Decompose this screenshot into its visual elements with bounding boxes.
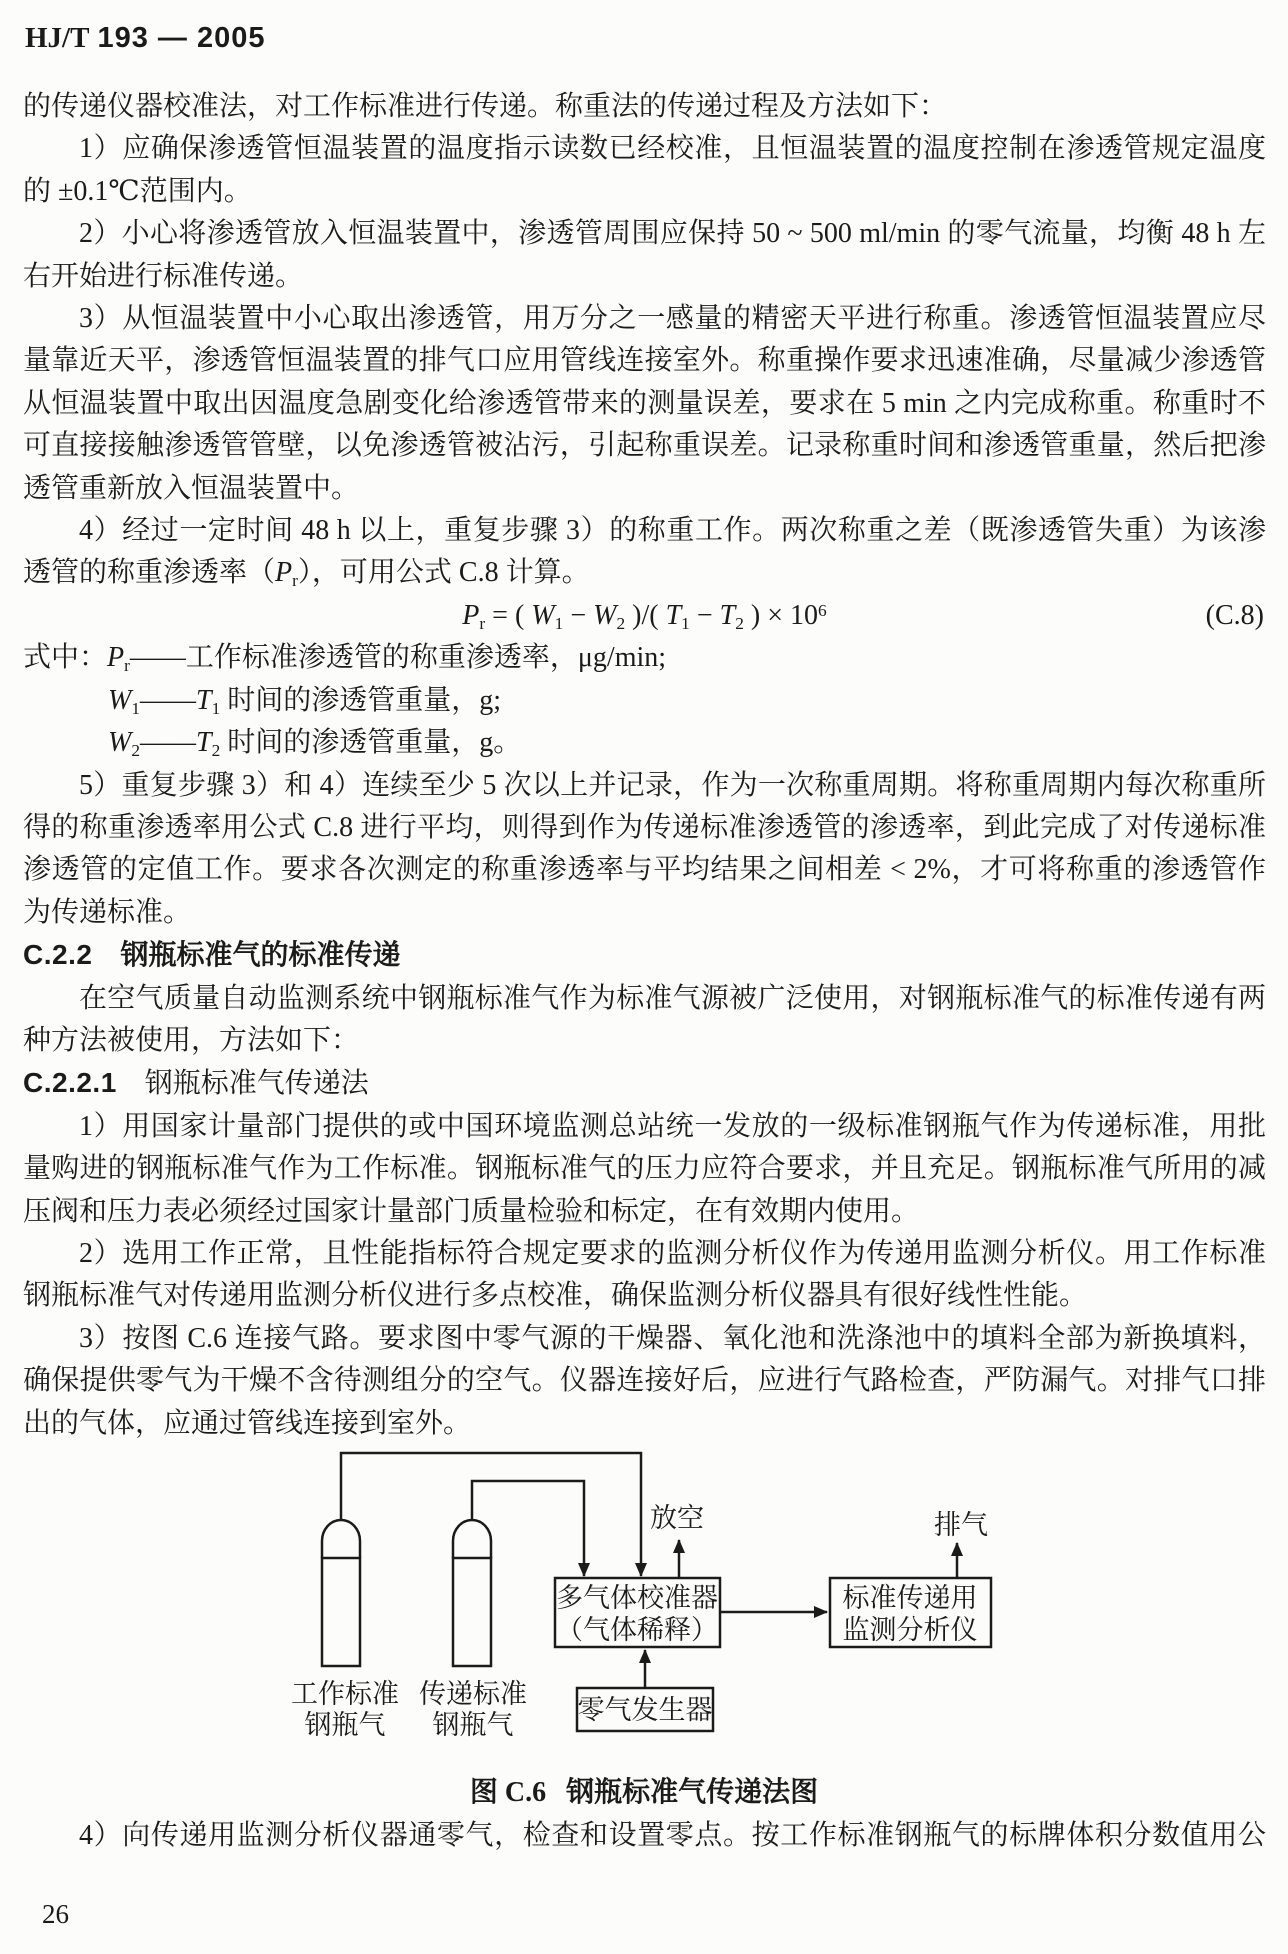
step-5-paragraph: 5）重复步骤 3）和 4）连续至少 5 次以上并记录，作为一次称重周期。将称重周期内每次称重所得的称重渗透率用公式 C.8 进行平均，则得到作为传递标准渗透管的渗透率，到此完成了对传递标准渗透管的定值工作。要求各次测定的称重渗透率与平均结果之间相差 < 2%，才可将称重的渗透管作为传递标准。 [23, 769, 1266, 928]
formula-sub-2: 2 [735, 614, 744, 634]
def-var-p: P [107, 642, 125, 674]
def-dash: —— [140, 684, 197, 716]
cylinder2-label-line2: 钢瓶气 [432, 1710, 514, 1740]
definition-pr-text: 工作标准渗透管的称重渗透率，μg/min; [185, 642, 667, 674]
body-text [23, 86, 1266, 1445]
section-number-c221: C.2.2.1 [23, 1067, 117, 1099]
zero-gas-generator-label: 零气发生器 [577, 1695, 713, 1725]
formula-var-w1: W [531, 599, 555, 631]
formula-op: − [689, 599, 720, 631]
figure-caption [0, 1770, 1288, 1810]
section-number-c22: C.2.2 [23, 939, 93, 971]
def-var-t: T [196, 684, 212, 716]
formula-var-p: P [462, 599, 480, 631]
step-3-paragraph: 3）从恒温装置中小心取出渗透管，用万分之一感量的精密天平进行称重。渗透管恒温装置应尽量靠近天平，渗透管恒温装置的排气口应用管线连接室外。称重操作要求迅速准确，尽量减少渗透管从恒温装置中取出因温度急剧变化给渗透管带来的测量误差，要求在 5 min 之内完成称重。称重时不可直接接触渗透管管壁，以免渗透管被沾污，引起称重误差。记录称重时间和渗透管重量，然后把渗透管重新放入恒温装置中。 [23, 303, 1266, 504]
analyzer-label-line2: 监测分析仪 [842, 1615, 978, 1645]
standard-code-number: 193 — 2005 [97, 22, 266, 54]
step-4-paragraph [23, 510, 1266, 595]
vent-label: 放空 [650, 1503, 704, 1533]
formula-number: (C.8) [1205, 599, 1264, 631]
section-title-c221: 钢瓶标准气传递法 [144, 1068, 369, 1100]
cylinder2-dome [453, 1520, 491, 1558]
def-var-t: T [196, 727, 212, 759]
def-sub-2: 2 [211, 741, 221, 761]
cylinder1-label-line2: 钢瓶气 [304, 1710, 386, 1740]
cylinder2-tube-line [472, 1481, 584, 1576]
paragraph-continuation: 的传递仪器校准法，对工作标准进行传递。称重法的传递过程及方法如下： [23, 91, 948, 122]
section-heading-c221 [23, 1062, 1266, 1105]
definition-w1-text: 时间的渗透管重量，g; [220, 684, 502, 716]
def-sub-2: 2 [131, 741, 141, 761]
def-dash: —— [140, 727, 197, 759]
def-var-w: W [108, 684, 132, 716]
cylinder2-label-line1: 传递标准 [419, 1679, 527, 1709]
figure-caption-title: 钢瓶标准气传递法图 [566, 1777, 819, 1808]
formula-op: ) × 10 [743, 599, 819, 631]
step-1-paragraph: 1）应确保渗透管恒温装置的温度指示读数已经校准，且恒温装置的温度控制在渗透管规定温度的 ±0.1℃范围内。 [23, 133, 1266, 207]
formula-exponent: 6 [818, 601, 827, 621]
def-var-w: W [108, 727, 132, 759]
analyzer-label-line1: 标准传递用 [842, 1583, 978, 1613]
step-2-paragraph: 2）小心将渗透管放入恒温装置中，渗透管周围应保持 50 ~ 500 ml/min 的零气流量，均衡 48 h 左右开始进行标准传递。 [23, 218, 1266, 292]
def-sub-1: 1 [131, 698, 141, 718]
cylinder1-dome [322, 1520, 360, 1558]
definition-w1 [23, 680, 1266, 722]
exhaust-label: 排气 [934, 1510, 988, 1540]
section-heading-c22 [23, 934, 1266, 977]
variable-pr-sub: r [292, 571, 298, 591]
formula-op: )/( [625, 599, 666, 631]
def-dash: —— [129, 642, 186, 674]
formula-sub-r: r [479, 614, 486, 634]
standard-code-header [25, 22, 265, 55]
method-step-2-paragraph: 2）选用工作正常，且性能指标符合规定要求的监测分析仪作为传递用监测分析仪。用工作标准钢瓶标准气对传递用监测分析仪进行多点校准，确保监测分析仪器具有很好线性性能。 [23, 1237, 1266, 1312]
def-sub-r: r [124, 656, 130, 676]
cylinder1-label-line1: 工作标准 [291, 1679, 399, 1709]
section-c22-intro-paragraph: 在空气质量自动监测系统中钢瓶标准气作为标准气源被广泛使用，对钢瓶标准气的标准传递有两种方法被使用，方法如下： [23, 982, 1266, 1056]
cylinder2-body [453, 1558, 491, 1666]
step-4-text-a: 4）经过一定时间 48 h 以上，重复步骤 3）的称重工作。两次称重之差（既渗透管失重）为该渗透管的称重渗透率（ [23, 515, 1266, 589]
step-4-text-b: ），可用公式 C.8 计算。 [297, 557, 590, 589]
formula-var-t2: T [719, 599, 736, 631]
section-title-c22: 钢瓶标准气的标准传递 [120, 940, 401, 972]
formula-var-w2: W [593, 599, 617, 631]
definition-intro: 式中： [23, 642, 108, 674]
method-step-3-paragraph: 3）按图 C.6 连接气路。要求图中零气源的干燥器、氧化池和洗涤池中的填料全部为新换填料，确保提供零气为干燥不含待测组分的空气。仪器连接好后，应进行气路检查，严防漏气。对排气口排出的气体，应通过管线连接到室外。 [23, 1322, 1266, 1439]
formula-sub-1: 1 [681, 614, 690, 634]
method-step-4-paragraph: 4）向传递用监测分析仪器通零气，检查和设置零点。按工作标准钢瓶气的标牌体积分数值用公 [79, 1820, 1266, 1851]
figure-caption-label: 图 C.6 [469, 1777, 547, 1808]
figure-c6-diagram [0, 1443, 1288, 1775]
formula-c8 [23, 595, 1266, 637]
definition-pr [23, 637, 1266, 679]
definition-w2 [23, 722, 1266, 764]
formula-var-t1: T [665, 599, 682, 631]
cylinder1-body [322, 1558, 360, 1666]
definition-w2-text: 时间的渗透管重量，g。 [220, 727, 522, 759]
formula-expression [462, 599, 827, 634]
formula-op: − [563, 599, 594, 631]
formula-op: = ( [485, 599, 532, 631]
formula-sub-2: 2 [616, 614, 626, 634]
variable-pr: P [275, 557, 293, 589]
formula-sub-1: 1 [554, 614, 564, 634]
calibrator-label-line2: （气体稀释） [556, 1615, 718, 1645]
calibrator-label-line1: 多气体校准器 [556, 1583, 718, 1613]
standard-code-prefix: HJ/T [25, 22, 90, 54]
def-sub-1: 1 [211, 698, 221, 718]
page-number: 26 [42, 1899, 69, 1929]
method-step-1-paragraph: 1）用国家计量部门提供的或中国环境监测总站统一发放的一级标准钢瓶气作为传递标准，用批量购进的钢瓶标准气作为工作标准。钢瓶标准气的压力应符合要求，并且充足。钢瓶标准气所用的减压阀和压力表必须经过国家计量部门质量检验和标定，在有效期内使用。 [23, 1110, 1266, 1227]
